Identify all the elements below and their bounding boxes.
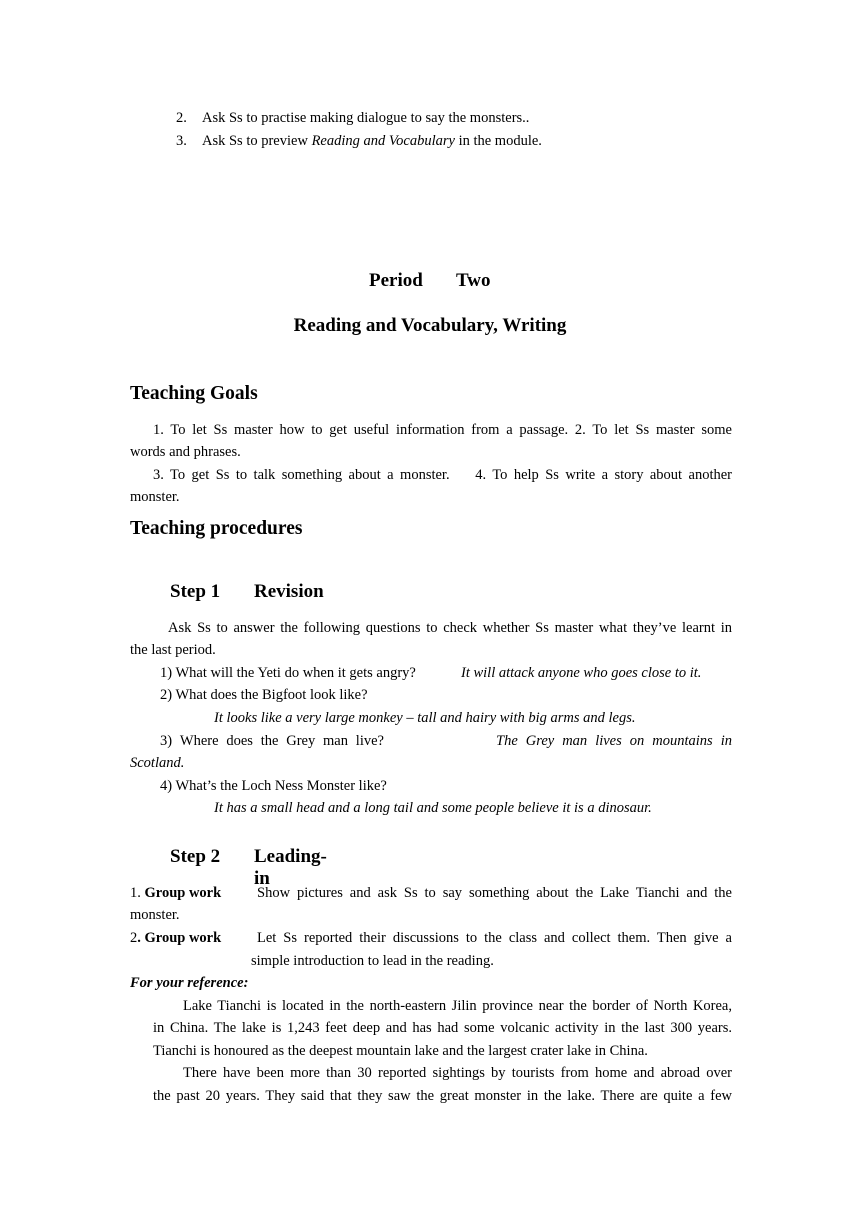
a-word: The: [496, 733, 518, 749]
a-word: on: [629, 733, 645, 749]
reference-paragraph: Tianchi is honoured as the deepest mountain lake and the largest crater lake in China.: [153, 1043, 648, 1059]
group-work-item: [130, 927, 732, 949]
period-number: Two: [456, 270, 491, 291]
list-item: [176, 107, 530, 129]
reference-paragraph: Lake Tianchi is located in the north-eastern Jilin province near the border of North Korea,: [183, 998, 732, 1014]
period-title: [369, 270, 491, 292]
list-text: in the module.: [454, 133, 542, 149]
step-label: Step 1: [170, 581, 221, 602]
list-text: Ask Ss to practise making dialogue to say the monsters..: [202, 110, 530, 126]
q-word: the: [260, 733, 279, 749]
list-item: [176, 130, 542, 152]
answer: [214, 797, 652, 819]
item-number: 2: [130, 930, 138, 946]
answer: [214, 707, 636, 729]
step-name: Revision: [254, 581, 324, 602]
step-name: Leading-in: [254, 846, 327, 889]
q-word: 3): [160, 733, 173, 749]
step-intro: the last period.: [130, 642, 216, 658]
period-word: Period: [369, 270, 423, 291]
answer-text: It will attack anyone who goes close to it.: [461, 665, 702, 681]
item-text: simple introduction to lead in the reading.: [251, 953, 494, 969]
step-heading: [170, 581, 324, 603]
list-text: Ask Ss to preview: [202, 133, 312, 149]
reference-paragraph: There have been more than 30 reported sightings by tourists from home and abroad over: [183, 1065, 732, 1081]
item-label: . Group work: [137, 930, 222, 946]
question: [160, 730, 384, 752]
item-text: Let Ss reported their discussions to the class and collect them. Then give a: [257, 930, 732, 946]
item-text: Show pictures and ask Ss to say something about the Lake Tianchi and the: [257, 885, 732, 901]
list-number: 2.: [176, 110, 187, 126]
answer-text: It looks like a very large monkey – tall and hairy with big arms and legs.: [214, 710, 636, 726]
a-word: man: [562, 733, 588, 749]
goals-line: 1. To let Ss master how to get useful information from a passage. 2. To let Ss master some: [153, 422, 732, 438]
question: 2) What does the Bigfoot look like?: [160, 687, 368, 703]
a-word: Grey: [525, 733, 555, 749]
answer-text: It has a small head and a long tail and some people believe it is a dinosaur.: [214, 800, 652, 816]
section-heading-procedures: Teaching procedures: [130, 518, 303, 539]
goals-line: words and phrases.: [130, 444, 241, 460]
a-word: mountains: [652, 733, 713, 749]
q-word: Where: [179, 733, 219, 749]
item-label: Group work: [144, 885, 222, 901]
reference-label: For your reference:: [130, 975, 249, 991]
question: 1) What will the Yeti do when it gets angry?: [160, 665, 416, 681]
a-word: lives: [595, 733, 622, 749]
list-number: 3.: [176, 133, 187, 149]
page-subtitle: Reading and Vocabulary, Writing: [293, 315, 567, 336]
answer-text: Scotland.: [130, 755, 185, 771]
goals-line: monster.: [130, 489, 180, 505]
step-intro: Ask Ss to answer the following questions to check whether Ss master what they’ve learnt in: [168, 620, 732, 636]
section-heading-goals: Teaching Goals: [130, 383, 258, 404]
a-word: in: [720, 733, 732, 749]
list-text-italic: Reading and Vocabulary: [311, 133, 455, 149]
step-heading: [170, 846, 327, 889]
answer: [130, 752, 184, 774]
question: 4) What’s the Loch Ness Monster like?: [160, 778, 387, 794]
item-text: monster.: [130, 907, 180, 923]
goals-line: 3. To get Ss to talk something about a monster. 4. To help Ss write a story about another: [153, 467, 732, 483]
q-word: Grey: [286, 733, 316, 749]
group-work-item: [130, 882, 732, 904]
answer: [496, 730, 732, 752]
q-word: man: [323, 733, 348, 749]
reference-paragraph: in China. The lake is 1,243 feet deep and has had some volcanic activity in the last 300 years.: [153, 1020, 732, 1036]
item-number: 1.: [130, 885, 145, 901]
step-label: Step 2: [170, 846, 221, 867]
answer: [461, 662, 701, 684]
reference-paragraph: the past 20 years. They said that they saw the great monster in the lake. There are quite a few: [153, 1088, 732, 1104]
q-word: live?: [355, 733, 384, 749]
q-word: does: [226, 733, 253, 749]
